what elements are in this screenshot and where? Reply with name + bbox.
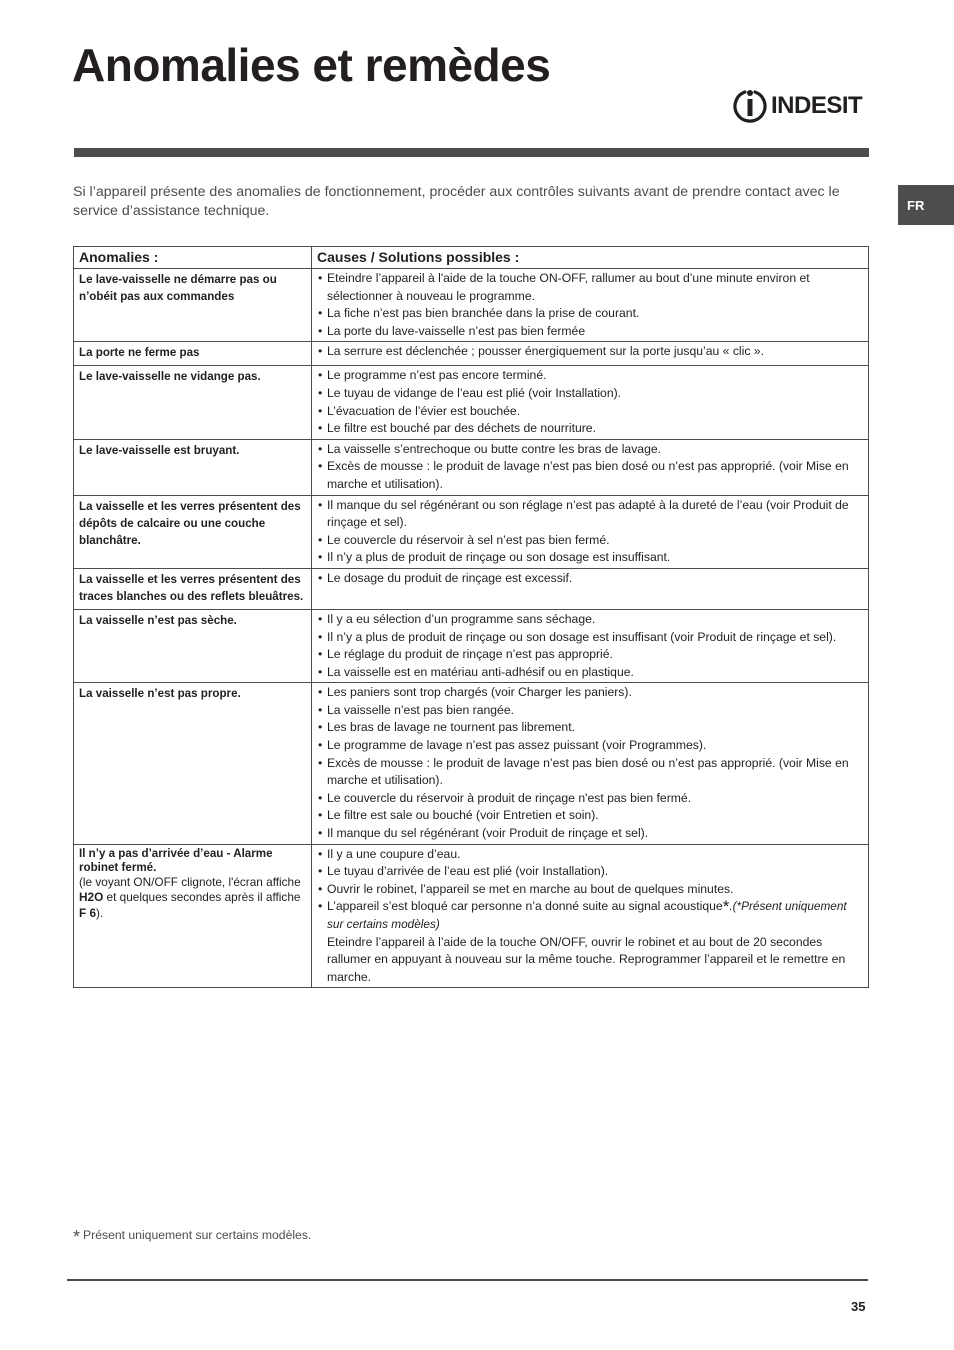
causes-cell <box>312 844 869 988</box>
cause-item <box>317 570 864 588</box>
anomaly-detail <box>79 875 306 922</box>
cause-item <box>317 532 864 550</box>
cause-text: Il y a eu sélection d’un programme sans séchage. <box>327 611 596 626</box>
table-header-row <box>74 247 869 269</box>
brand-name: INDESIT <box>771 92 863 119</box>
bullet-icon: • <box>318 306 323 321</box>
footnote-star: * <box>73 1227 81 1247</box>
causes-list <box>317 367 864 437</box>
indesit-i-icon <box>732 87 768 125</box>
anomaly-detail-text: (le voyant ON/OFF clignote, l'écran affiche <box>79 874 301 889</box>
cause-item <box>317 825 864 843</box>
cause-item <box>317 646 864 664</box>
cause-item <box>317 305 864 323</box>
cause-item <box>317 684 864 702</box>
cause-text: Le tuyau d’arrivée de l’eau est plié (voir Installation). <box>327 864 609 879</box>
cause-item <box>317 323 864 341</box>
causes-cell <box>312 269 869 342</box>
asterisk-icon: * <box>722 897 730 917</box>
bullet-icon: • <box>318 864 323 879</box>
table-row <box>74 495 869 568</box>
anomaly-cell: Le lave-vaisselle ne démarre pas ou n’obéit pas aux commandes <box>74 269 312 342</box>
cause-text: La vaisselle n’est pas bien rangée. <box>327 702 514 717</box>
cause-text: La porte du lave-vaisselle n’est pas bien fermée <box>327 323 586 338</box>
page-title: Anomalies et remèdes <box>72 39 551 91</box>
cause-item <box>317 737 864 755</box>
footnote-text: Présent uniquement sur certains modèles. <box>83 1228 312 1242</box>
bullet-icon: • <box>318 685 323 700</box>
bullet-icon: • <box>318 385 323 400</box>
cause-item <box>317 755 864 790</box>
cause-item <box>317 898 864 986</box>
cause-item <box>317 420 864 438</box>
causes-cell <box>312 568 869 609</box>
table-row <box>74 609 869 682</box>
page-number: 35 <box>851 1299 866 1314</box>
bullet-icon: • <box>318 881 323 896</box>
anomaly-detail-text: ). <box>96 905 104 920</box>
table-row <box>74 568 869 609</box>
cause-text: La serrure est déclenchée ; pousser énergiquement sur la porte jusqu’au « clic ». <box>327 344 764 359</box>
display-code: H2O <box>79 890 104 905</box>
cause-text: Il n’y a plus de produit de rinçage ou son dosage est insuffisant. <box>327 550 671 565</box>
bullet-icon: • <box>318 664 323 679</box>
bullet-icon: • <box>318 403 323 418</box>
footer-rule <box>67 1279 868 1281</box>
cause-item <box>317 719 864 737</box>
cause-item <box>317 846 864 864</box>
bullet-icon: • <box>318 550 323 565</box>
alarm-remedy: Eteindre l’appareil à l’aide de la touche ON/OFF, ouvrir le robinet et au bout de 20 secondes rallumer en appuyant à nouveau sur la même touche. Reprogrammer l’appareil et le remettre en marche. <box>327 934 846 984</box>
bullet-icon: • <box>318 441 323 456</box>
cause-text: Il n’y a plus de produit de rinçage ou son dosage est insuffisant (voir Produit de rinçage et sel). <box>327 629 837 644</box>
table-row <box>74 269 869 342</box>
cause-text: Les paniers sont trop chargés (voir Charger les paniers). <box>327 685 632 700</box>
cause-item <box>317 863 864 881</box>
cause-text: Les bras de lavage ne tournent pas librement. <box>327 720 575 735</box>
bullet-icon: • <box>318 421 323 436</box>
causes-list <box>317 343 864 361</box>
cause-item <box>317 403 864 421</box>
bullet-icon: • <box>318 826 323 841</box>
display-code: F 6 <box>79 905 97 920</box>
table-row <box>74 342 869 366</box>
cause-item <box>317 458 864 493</box>
footnote <box>73 1227 312 1247</box>
anomaly-cell: La vaisselle n’est pas sèche. <box>74 609 312 682</box>
causes-list <box>317 441 864 494</box>
header-rule <box>74 148 869 157</box>
cause-item <box>317 367 864 385</box>
bullet-icon: • <box>318 323 323 338</box>
cause-text: Eteindre l’appareil à l'aide de la touche ON-OFF, rallumer au bout d’une minute environ et sélectionner à nouveau le programme. <box>327 271 810 303</box>
cause-item <box>317 441 864 459</box>
bullet-icon: • <box>318 629 323 644</box>
cause-text: L’appareil s’est bloqué car personne n’a donné suite au signal acoustique <box>327 899 723 914</box>
causes-cell <box>312 495 869 568</box>
causes-cell <box>312 609 869 682</box>
bullet-icon: • <box>318 702 323 717</box>
cause-text: Le tuyau de vidange de l’eau est plié (voir Installation). <box>327 385 622 400</box>
cause-text: Le couvercle du réservoir à sel n’est pas bien fermé. <box>327 532 610 547</box>
causes-cell <box>312 439 869 495</box>
causes-cell <box>312 683 869 844</box>
cause-text: La fiche n’est pas bien branchée dans la prise de courant. <box>327 306 640 321</box>
bullet-icon: • <box>318 570 323 585</box>
bullet-icon: • <box>318 899 323 914</box>
cause-item <box>317 807 864 825</box>
language-tab: FR <box>898 185 954 225</box>
cause-text: Ouvrir le robinet, l’appareil se met en marche au bout de quelques minutes. <box>327 881 734 896</box>
causes-list <box>317 270 864 340</box>
anomaly-cell: La vaisselle et les verres présentent des dépôts de calcaire ou une couche blanchâtre. <box>74 495 312 568</box>
cause-text: La vaisselle est en matériau anti-adhésif ou en plastique. <box>327 664 634 679</box>
bullet-icon: • <box>318 647 323 662</box>
model-note: .(*Présent uniquement sur certains modèles) <box>327 899 847 931</box>
cause-text: Le réglage du produit de rinçage n’est pas approprié. <box>327 647 613 662</box>
table-row <box>74 683 869 844</box>
bullet-icon: • <box>318 532 323 547</box>
cause-text: Le couvercle du réservoir à produit de rinçage n'est pas bien fermé. <box>327 790 692 805</box>
cause-text: Excès de mousse : le produit de lavage n’est pas bien dosé ou n’est pas approprié. (voir Mise en marche et utilisation). <box>327 459 849 491</box>
cause-item <box>317 629 864 647</box>
causes-list <box>317 497 864 567</box>
cause-item <box>317 385 864 403</box>
cause-item <box>317 497 864 532</box>
bullet-icon: • <box>318 611 323 626</box>
anomaly-cell: La vaisselle et les verres présentent des traces blanches ou des reflets bleuâtres. <box>74 568 312 609</box>
header-anomalies: Anomalies : <box>74 247 312 269</box>
bullet-icon: • <box>318 497 323 512</box>
troubleshooting-table <box>73 246 869 988</box>
bullet-icon: • <box>318 720 323 735</box>
table-row <box>74 844 869 988</box>
cause-text: La vaisselle s’entrechoque ou butte contre les bras de lavage. <box>327 441 662 456</box>
cause-text: L’évacuation de l’évier est bouchée. <box>327 403 521 418</box>
anomaly-cell: La vaisselle n’est pas propre. <box>74 683 312 844</box>
intro-text: Si l’appareil présente des anomalies de fonctionnement, procéder aux contrôles suivants avant de prendre contact avec le service d’assistance technique. <box>73 184 840 219</box>
bullet-icon: • <box>318 755 323 770</box>
cause-item <box>317 611 864 629</box>
anomaly-detail-text: et quelques secondes après il affiche <box>103 890 301 905</box>
table-row <box>74 366 869 439</box>
cause-text: Il manque du sel régénérant ou son réglage n’est pas adapté à la dureté de l’eau (voir Produit de rinçage et sel). <box>327 497 849 530</box>
anomaly-cell: Le lave-vaisselle ne vidange pas. <box>74 366 312 439</box>
bullet-icon: • <box>318 368 323 383</box>
cause-item <box>317 790 864 808</box>
cause-text: Le programme n’est pas encore terminé. <box>327 368 547 383</box>
anomaly-main: Il n’y a pas d’arrivée d’eau - Alarme robinet fermé. <box>79 846 273 874</box>
cause-item <box>317 702 864 720</box>
cause-text: Excès de mousse : le produit de lavage n’est pas bien dosé ou n’est pas approprié. (voir Mise en marche et utilisation). <box>327 755 849 788</box>
cause-text: Il y a une coupure d’eau. <box>327 846 461 861</box>
cause-text: Le filtre est bouché par des déchets de nourriture. <box>327 421 596 436</box>
cause-text: Le programme de lavage n’est pas assez puissant (voir Programmes). <box>327 738 707 753</box>
bullet-icon: • <box>318 808 323 823</box>
cause-item <box>317 270 864 305</box>
bullet-icon: • <box>318 344 323 359</box>
cause-text: Le dosage du produit de rinçage est excessif. <box>327 570 573 585</box>
cause-text: Le filtre est sale ou bouché (voir Entretien et soin). <box>327 808 599 823</box>
bullet-icon: • <box>318 846 323 861</box>
brand-logo <box>732 86 862 126</box>
cause-text: Il manque du sel régénérant (voir Produit de rinçage et sel). <box>327 826 649 841</box>
causes-list <box>317 684 864 842</box>
anomaly-cell: Le lave-vaisselle est bruyant. <box>74 439 312 495</box>
cause-item <box>317 343 864 361</box>
causes-list <box>317 846 864 987</box>
anomaly-cell: La porte ne ferme pas <box>74 342 312 366</box>
bullet-icon: • <box>318 271 323 285</box>
cause-item <box>317 881 864 899</box>
header-causes: Causes / Solutions possibles : <box>312 247 869 269</box>
cause-item <box>317 549 864 567</box>
bullet-icon: • <box>318 459 323 474</box>
anomaly-cell <box>74 844 312 988</box>
bullet-icon: • <box>318 790 323 805</box>
table-row <box>74 439 869 495</box>
bullet-icon: • <box>318 738 323 753</box>
causes-list <box>317 611 864 681</box>
causes-cell <box>312 342 869 366</box>
causes-list <box>317 570 864 588</box>
causes-cell <box>312 366 869 439</box>
cause-item <box>317 664 864 682</box>
